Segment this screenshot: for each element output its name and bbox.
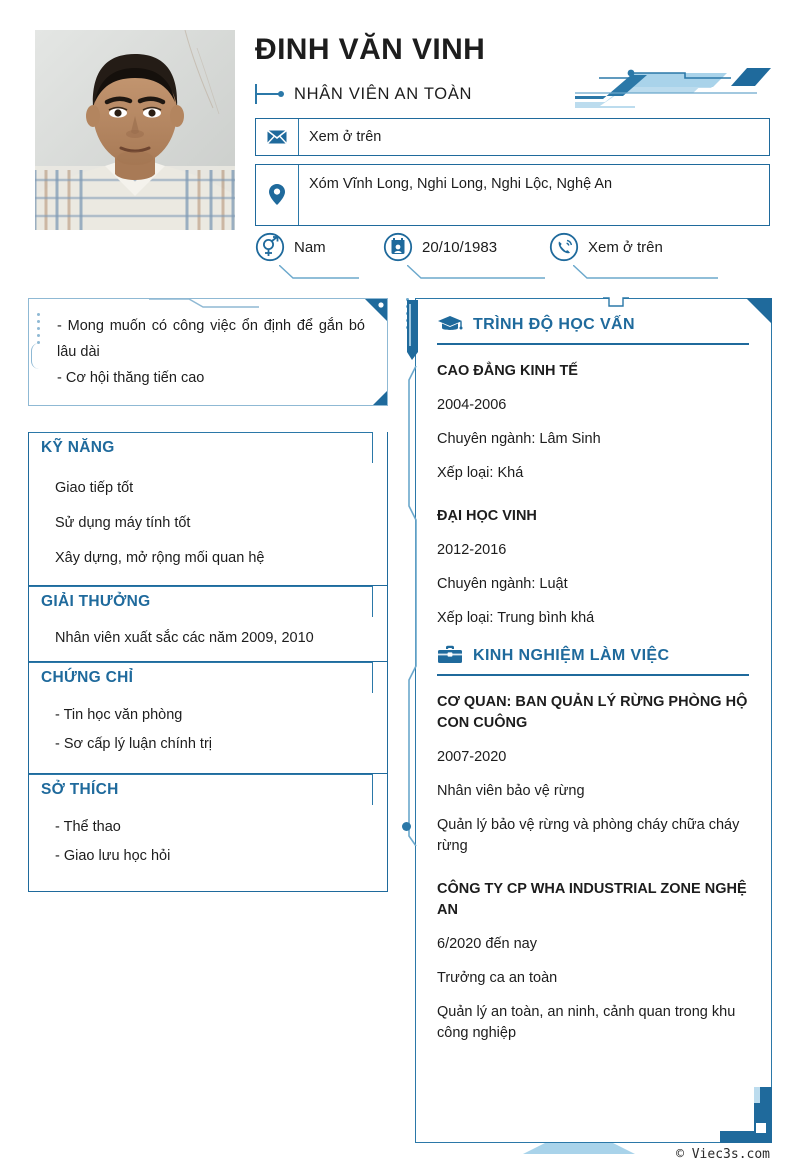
education-grade: Xếp loại: Khá <box>437 465 524 481</box>
section-awards-title: GIẢI THƯỞNG <box>28 586 373 618</box>
education-title: TRÌNH ĐỘ HỌC VẤN <box>473 316 635 333</box>
experience-company: CƠ QUAN: BAN QUẢN LÝ RỪNG PHÒNG HỘ CON CUÔNG <box>437 694 748 731</box>
list-item: Nhân viên xuất sắc các năm 2009, 2010 <box>55 630 314 646</box>
list-item: Sử dụng máy tính tốt <box>55 515 191 531</box>
footer-copyright: © Viec3s.com <box>676 1147 770 1162</box>
contact-email-box[interactable] <box>255 118 770 156</box>
title-dot <box>278 91 284 97</box>
fact-underline <box>279 265 359 279</box>
section-certificates-headerwrap <box>28 662 388 694</box>
fact-birthdate-text: 20/10/1983 <box>422 238 498 256</box>
fact-phone-text: Xem ở trên <box>588 238 663 256</box>
section-skills <box>28 432 388 586</box>
location-pin-icon <box>256 165 298 225</box>
profile-photo-illustration <box>35 30 235 230</box>
education-major: Chuyên ngành: Lâm Sinh <box>437 431 601 447</box>
gender-icon <box>255 232 285 262</box>
list-item: Xây dựng, mở rộng mối quan hệ <box>55 550 265 566</box>
objective-box <box>28 298 388 406</box>
section-hobbies <box>28 774 388 892</box>
section-awards <box>28 586 388 662</box>
objective-top-notch <box>149 298 259 308</box>
spacer <box>437 870 749 879</box>
experience-duties: Quản lý an toàn, an ninh, cảnh quan trong khu công nghiệp <box>437 1004 736 1041</box>
experience-entry <box>437 692 749 857</box>
fact-phone <box>549 232 663 262</box>
fact-gender <box>255 232 326 262</box>
section-awards-body <box>28 617 388 662</box>
briefcase-icon <box>437 645 463 667</box>
experience-role: Nhân viên bảo vệ rừng <box>437 783 585 799</box>
section-hobbies-title: SỞ THÍCH <box>28 774 373 806</box>
education-school: CAO ĐẲNG KINH TẾ <box>437 363 578 379</box>
job-title-row <box>255 84 472 104</box>
education-major: Chuyên ngành: Luật <box>437 576 568 592</box>
education-school: ĐẠI HỌC VINH <box>437 508 537 524</box>
list-item: - Tin học văn phòng <box>55 707 183 723</box>
list-item: - Giao lưu học hỏi <box>55 848 171 864</box>
objective-line: - Mong muốn có công việc ổn định để gắn bó lâu dài <box>57 318 365 360</box>
section-certificates <box>28 662 388 774</box>
envelope-icon <box>256 119 298 155</box>
section-skills-title: KỸ NĂNG <box>28 432 373 464</box>
calendar-icon <box>383 232 413 262</box>
education-entry <box>437 506 749 629</box>
experience-duties: Quản lý bảo vệ rừng và phòng cháy chữa cháy rừng <box>437 817 740 854</box>
fact-underline <box>407 265 545 279</box>
experience-title: KINH NGHIỆM LÀM VIỆC <box>473 647 670 664</box>
fact-underline <box>573 265 718 279</box>
right-column <box>415 298 772 1143</box>
section-skills-headerwrap <box>28 432 388 464</box>
mini-facts-row <box>255 232 775 282</box>
phone-icon <box>549 232 579 262</box>
education-entry <box>437 361 749 484</box>
experience-company: CÔNG TY CP WHA INDUSTRIAL ZONE NGHỆ AN <box>437 881 747 918</box>
fact-birthdate <box>383 232 497 262</box>
avatar <box>35 30 235 230</box>
left-column <box>28 298 388 892</box>
experience-period: 2007-2020 <box>437 749 507 765</box>
panel-bottom-decoration <box>413 1141 713 1155</box>
section-certificates-title: CHỨNG CHỈ <box>28 662 373 694</box>
experience-entry <box>437 879 749 1044</box>
timeline-dot <box>402 822 411 831</box>
job-title: NHÂN VIÊN AN TOÀN <box>294 84 473 103</box>
contact-email-text: Xem ở trên <box>309 129 382 145</box>
objective-line: - Cơ hội thăng tiến cao <box>57 370 205 386</box>
list-item: - Thể thao <box>55 819 121 835</box>
corner-accent-bottom-right <box>720 1087 772 1143</box>
right-panel-content <box>437 314 749 1057</box>
section-hobbies-body <box>28 805 388 892</box>
education-period: 2012-2016 <box>437 542 507 558</box>
experience-header <box>437 645 749 676</box>
contact-address-text: Xóm Vĩnh Long, Nghi Long, Nghi Lộc, Nghệ An <box>309 176 613 192</box>
section-awards-headerwrap <box>28 586 388 618</box>
cv-header <box>0 0 800 285</box>
panel-top-notch <box>603 297 629 307</box>
corner-accent-top-right <box>746 298 772 324</box>
contact-address-box[interactable] <box>255 164 770 226</box>
list-item: Giao tiếp tốt <box>55 480 134 496</box>
decorative-brace <box>31 343 42 369</box>
section-hobbies-headerwrap <box>28 774 388 806</box>
panel-left-edge-line <box>405 366 417 846</box>
education-period: 2004-2006 <box>437 397 507 413</box>
graduation-cap-icon <box>437 314 463 336</box>
experience-role: Trưởng ca an toàn <box>437 970 558 986</box>
title-dash <box>257 93 279 95</box>
experience-period: 6/2020 đến nay <box>437 936 537 952</box>
header-decoration-graphic <box>575 62 775 112</box>
page-title: ĐINH VĂN VINH <box>255 33 486 66</box>
corner-accent-bottom-right <box>373 391 387 405</box>
education-grade: Xếp loại: Trung bình khá <box>437 610 595 626</box>
section-certificates-body <box>28 693 388 774</box>
section-skills-body <box>28 463 388 586</box>
spacer <box>437 497 749 506</box>
education-header <box>437 314 749 345</box>
fact-gender-text: Nam <box>294 238 326 256</box>
corner-accent-top-right <box>365 299 387 321</box>
list-item: - Sơ cấp lý luận chính trị <box>55 736 212 752</box>
panel-left-ribbon <box>404 300 418 366</box>
